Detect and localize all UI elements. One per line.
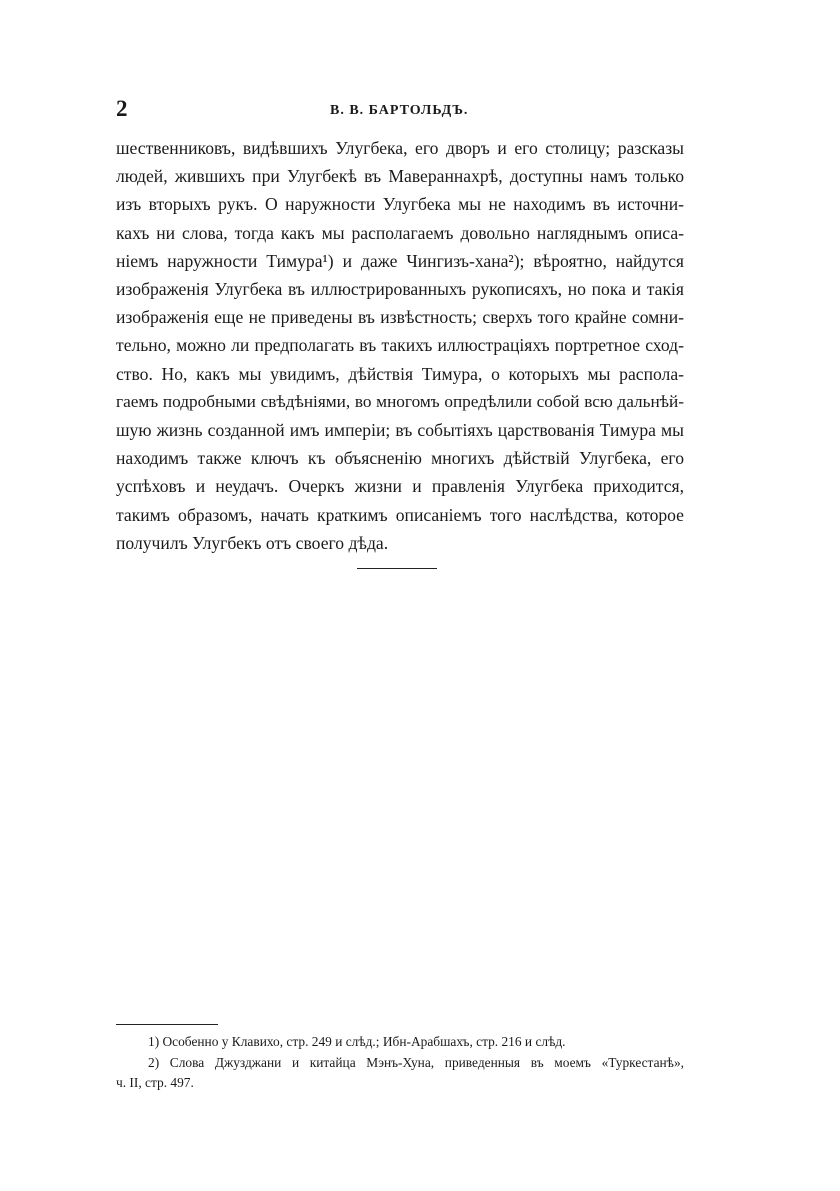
body-line: изображенія еще не приведены въ извѣстность; сверхъ того крайне сомни-: [116, 307, 684, 328]
body-line: изображенія Улугбека въ иллюстрированныхъ рукописяхъ, но пока и такія: [116, 279, 684, 300]
body-line: получилъ Улугбекъ отъ своего дѣда.: [116, 532, 389, 553]
body-line: изъ вторыхъ рукъ. О наружности Улугбека мы не находимъ въ источни-: [116, 194, 684, 215]
running-head: В. В. БАРТОЛЬДЪ.: [330, 103, 469, 118]
body-line: шую жизнь созданной имъ имперіи; въ событіяхъ царствованія Тимура мы: [116, 420, 684, 441]
body-line: такимъ образомъ, начать краткимъ описаніемъ того наслѣдства, которое: [116, 504, 684, 525]
body-line: шественниковъ, видѣвшихъ Улугбека, его дворъ и его столицу; разсказы: [116, 138, 684, 158]
body-line: ство. Но, какъ мы увидимъ, дѣйствія Тимура, о которыхъ мы распола-: [116, 363, 684, 384]
body-line: кахъ ни слова, тогда какъ мы располагаемъ довольно нагляднымъ описа-: [116, 222, 684, 243]
footnotes: [116, 1032, 684, 1094]
footnote-rule: [116, 1024, 218, 1025]
section-separator: [357, 568, 437, 569]
body-line: тельно, можно ли предполагать въ такихъ иллюстраціяхъ портретное сход-: [116, 335, 684, 356]
page-number: 2: [116, 96, 128, 121]
body-text: [116, 134, 684, 557]
body-line: успѣховъ и неудачъ. Очеркъ жизни и правленія Улугбека приходится,: [116, 476, 684, 497]
footnote-1: 1) Особенно у Клавихо, стр. 249 и слѣд.; Ибн-Арабшахъ, стр. 216 и слѣд.: [148, 1034, 566, 1049]
body-line: людей, жившихъ при Улугбекѣ въ Мавераннахрѣ, доступны намъ только: [116, 166, 684, 187]
body-line: гаемъ подробными свѣдѣніями, во многомъ опредѣлили собой всю дальнѣй-: [116, 391, 684, 411]
footnote-2-continuation: ч. II, стр. 497.: [116, 1075, 194, 1090]
body-line: ніемъ наружности Тимура¹) и даже Чингизъ-хана²); вѣроятно, найдутся: [116, 250, 684, 271]
body-line: находимъ также ключъ къ объясненію многихъ дѣйствій Улугбека, его: [116, 448, 684, 469]
footnote-2: 2) Слова Джузджани и китайца Мэнъ-Хуна, приведенныя въ моемъ «Туркестанѣ»,: [148, 1054, 684, 1070]
